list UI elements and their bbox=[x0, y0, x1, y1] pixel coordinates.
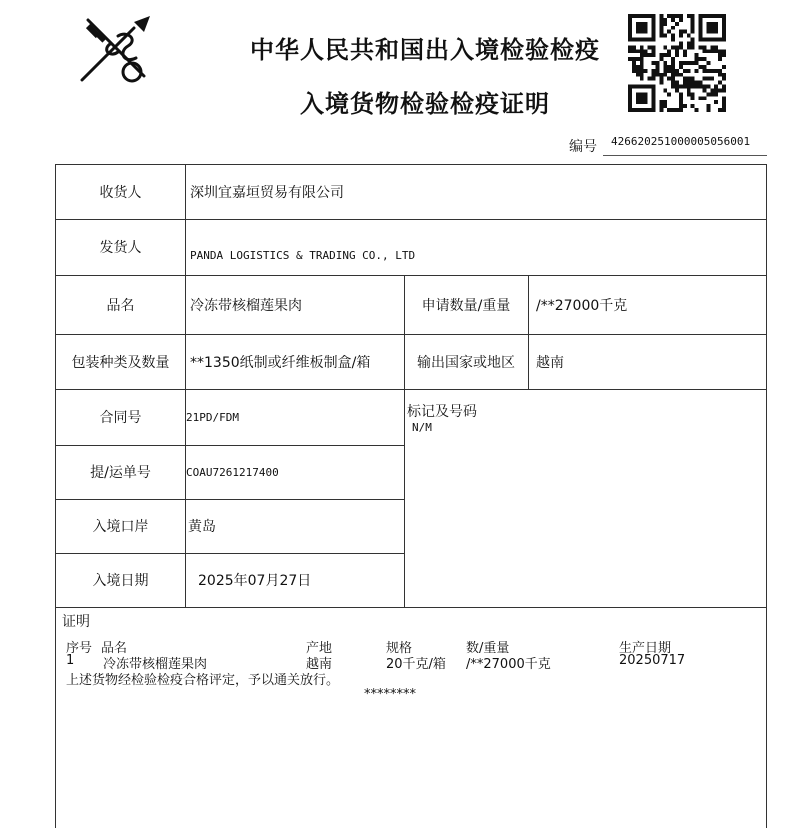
consignor-value: PANDA LOGISTICS & TRADING CO., LTD bbox=[190, 248, 416, 262]
origin-country-label: 输出国家或地区 bbox=[417, 354, 515, 371]
product-value: 冷冻带核榴莲果肉 bbox=[190, 297, 302, 314]
cert-header-name: 品名 bbox=[101, 641, 128, 656]
certification-label: 证明 bbox=[62, 614, 90, 630]
cert-header-origin: 产地 bbox=[306, 641, 333, 656]
cert-header-no: 序号 bbox=[66, 641, 93, 656]
contract-label: 合同号 bbox=[99, 410, 142, 426]
grid-line bbox=[185, 165, 186, 607]
grid-line bbox=[56, 607, 766, 608]
contract-value: 21PD/FDM bbox=[186, 410, 239, 424]
document-title-line1: 中华人民共和国出入境检验检疫 bbox=[250, 36, 600, 64]
consignor-label: 发货人 bbox=[99, 240, 142, 256]
marks-value: N/M bbox=[412, 421, 432, 434]
grid-line bbox=[528, 275, 529, 389]
cert-row-name: 冷冻带核榴莲果肉 bbox=[103, 657, 208, 672]
cert-end-mark: ******** bbox=[364, 687, 416, 702]
entry-date-label: 入境日期 bbox=[92, 573, 149, 589]
entry-port-value: 黄岛 bbox=[188, 519, 216, 535]
quantity-value: /**27000千克 bbox=[536, 297, 628, 314]
cert-row-no: 1 bbox=[66, 653, 75, 668]
package-label: 包装种类及数量 bbox=[71, 354, 170, 371]
entry-date-value: 2025年07月27日 bbox=[198, 573, 312, 589]
cert-statement: 上述货物经检验检疫合格评定，予以通关放行。 bbox=[66, 673, 340, 688]
cert-header-prod-date: 生产日期 bbox=[619, 641, 672, 656]
inspection-emblem-icon bbox=[74, 14, 160, 86]
quantity-label: 申请数量/重量 bbox=[421, 297, 511, 314]
serial-number-value: 426620251000005056001 bbox=[603, 134, 767, 156]
bill-of-lading-label: 提/运单号 bbox=[90, 465, 151, 481]
cert-row-origin: 越南 bbox=[306, 657, 333, 672]
cert-row-spec: 20千克/箱 bbox=[386, 657, 446, 672]
product-label: 品名 bbox=[106, 297, 135, 314]
bill-of-lading-value: COAU7261217400 bbox=[186, 465, 279, 479]
serial-number-label: 编号 bbox=[569, 139, 597, 155]
consignee-label: 收货人 bbox=[99, 185, 142, 201]
cert-row-qty: /**27000千克 bbox=[466, 657, 551, 672]
marks-label: 标记及号码 bbox=[407, 404, 477, 420]
origin-country-value: 越南 bbox=[536, 354, 564, 371]
cert-row-prod-date: 20250717 bbox=[619, 653, 686, 668]
qr-code-icon bbox=[628, 14, 726, 112]
cert-header-spec: 规格 bbox=[386, 641, 413, 656]
cert-header-qty: 数/重量 bbox=[466, 641, 510, 656]
package-value: **1350纸制或纤维板制盒/箱 bbox=[190, 354, 371, 371]
entry-port-label: 入境口岸 bbox=[92, 519, 149, 535]
document-title-line2: 入境货物检验检疫证明 bbox=[300, 90, 550, 118]
certificate-form bbox=[55, 164, 767, 828]
consignee-value: 深圳宜嘉垣贸易有限公司 bbox=[190, 185, 344, 201]
